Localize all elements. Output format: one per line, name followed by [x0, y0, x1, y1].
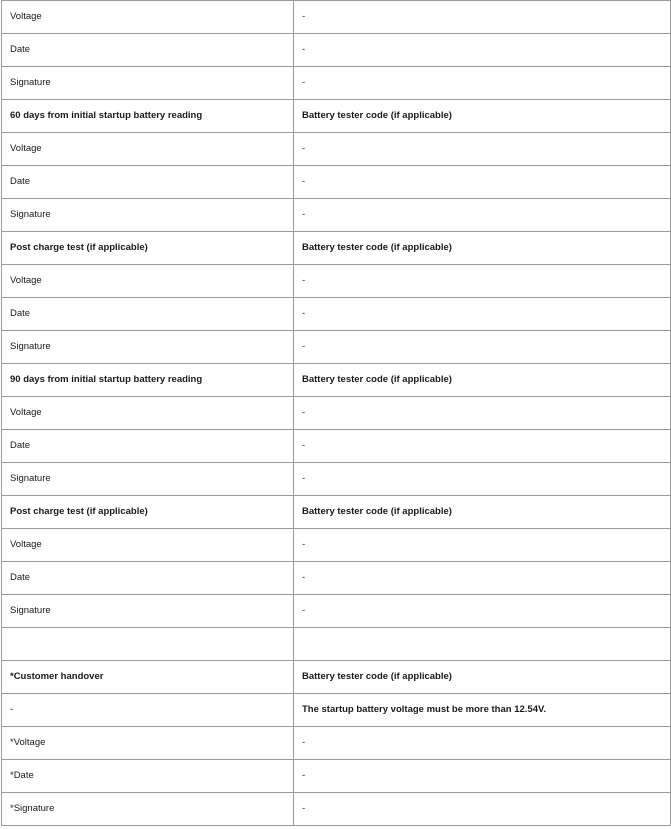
table-row [2, 793, 671, 826]
table-row [2, 133, 671, 166]
table-cell-value: - [294, 529, 671, 562]
table-row [2, 232, 671, 265]
table-cell-value: - [294, 1, 671, 34]
table-cell-value: - [294, 166, 671, 199]
table-cell-label: Voltage [2, 529, 294, 562]
table-cell-label: 90 days from initial startup battery reading [2, 364, 294, 397]
table-row [2, 364, 671, 397]
table-cell-value: - [294, 397, 671, 430]
table-cell-value: - [294, 760, 671, 793]
table-row [2, 628, 671, 661]
table-row [2, 760, 671, 793]
table-cell-label: Signature [2, 463, 294, 496]
table-cell-label: - [2, 694, 294, 727]
table-cell-label: Signature [2, 595, 294, 628]
table-cell-value: Battery tester code (if applicable) [294, 496, 671, 529]
table-cell-value: - [294, 595, 671, 628]
table-cell-label: Signature [2, 199, 294, 232]
table-row [2, 100, 671, 133]
table-cell-value: - [294, 133, 671, 166]
table-cell-label: Date [2, 34, 294, 67]
table-cell-label: *Customer handover [2, 661, 294, 694]
table-cell-label: *Voltage [2, 727, 294, 760]
table-row [2, 34, 671, 67]
table-cell-label: Signature [2, 67, 294, 100]
table-cell-label: Date [2, 166, 294, 199]
battery-reading-table [1, 0, 671, 826]
table-cell-label [2, 628, 294, 661]
table-row [2, 265, 671, 298]
table-cell-value: - [294, 463, 671, 496]
table-cell-value: - [294, 793, 671, 826]
table-row [2, 298, 671, 331]
table-cell-label: *Date [2, 760, 294, 793]
table-cell-label: Voltage [2, 265, 294, 298]
table-cell-label: Voltage [2, 397, 294, 430]
table-cell-label: Voltage [2, 133, 294, 166]
table-cell-value: - [294, 727, 671, 760]
table-cell-label: *Signature [2, 793, 294, 826]
table-cell-value [294, 628, 671, 661]
table-row [2, 1, 671, 34]
table-cell-value: The startup battery voltage must be more than 12.54V. [294, 694, 671, 727]
table-cell-label: Voltage [2, 1, 294, 34]
table-cell-value: - [294, 199, 671, 232]
table-cell-value: - [294, 331, 671, 364]
table-cell-value: Battery tester code (if applicable) [294, 232, 671, 265]
table-row [2, 694, 671, 727]
table-row [2, 529, 671, 562]
table-row [2, 397, 671, 430]
table-cell-label: Date [2, 430, 294, 463]
table-cell-value: - [294, 430, 671, 463]
table-body [2, 1, 671, 826]
table-row [2, 430, 671, 463]
table-row [2, 727, 671, 760]
table-row [2, 463, 671, 496]
table-cell-value: Battery tester code (if applicable) [294, 100, 671, 133]
table-row [2, 199, 671, 232]
table-cell-value: - [294, 67, 671, 100]
table-cell-label: Post charge test (if applicable) [2, 496, 294, 529]
table-cell-label: Signature [2, 331, 294, 364]
table-row [2, 331, 671, 364]
table-cell-label: Date [2, 298, 294, 331]
table-cell-value: - [294, 298, 671, 331]
table-cell-label: 60 days from initial startup battery reading [2, 100, 294, 133]
table-row [2, 496, 671, 529]
table-row [2, 595, 671, 628]
table-cell-label: Date [2, 562, 294, 595]
table-row [2, 67, 671, 100]
table-row [2, 562, 671, 595]
table-cell-label: Post charge test (if applicable) [2, 232, 294, 265]
table-row [2, 661, 671, 694]
table-cell-value: - [294, 562, 671, 595]
table-cell-value: - [294, 265, 671, 298]
table-row [2, 166, 671, 199]
table-cell-value: Battery tester code (if applicable) [294, 364, 671, 397]
table-cell-value: Battery tester code (if applicable) [294, 661, 671, 694]
table-cell-value: - [294, 34, 671, 67]
